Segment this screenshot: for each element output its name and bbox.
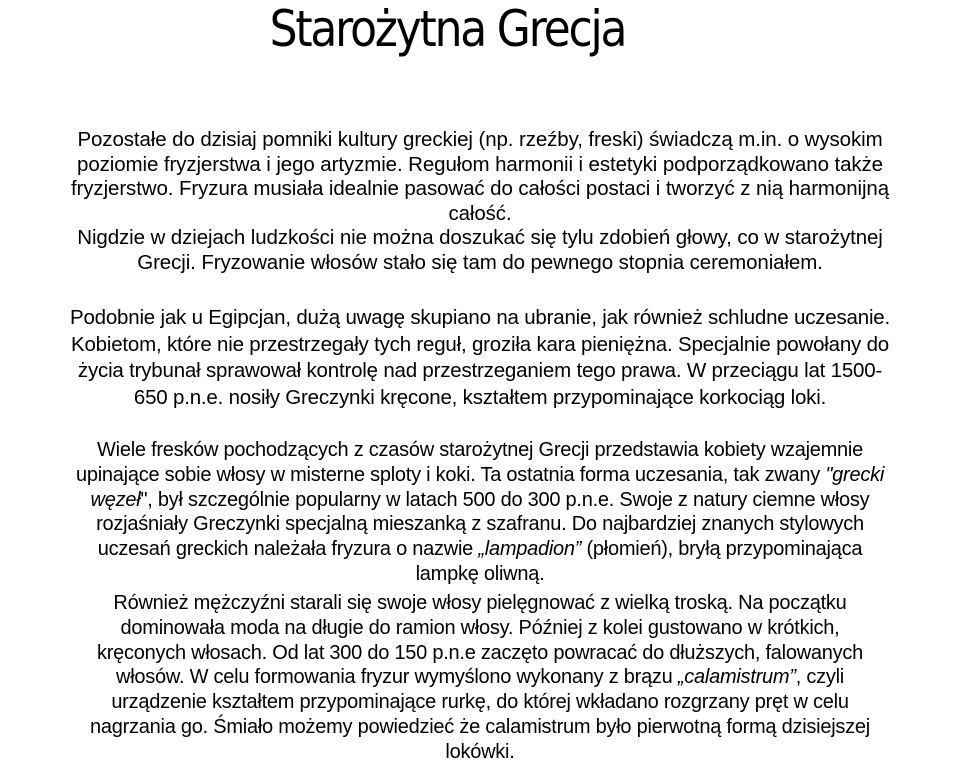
text-line: poziomie fryzjerstwa i jego artyzmie. Regułom harmonii i estetyki podporządkowano także	[77, 152, 883, 176]
text-line: fryzjerstwo. Fryzura musiała idealnie pasować do całości postaci i tworzyć z nią harmonijną	[70, 177, 890, 200]
text-line: Wiele fresków pochodzących z czasów starożytnej Grecji przedstawia kobiety wzajemnie	[97, 439, 863, 461]
text-segment: ", był szczególnie popularny w latach 500 do 300 p.n.e. Swoje z natury ciemne włosy	[140, 488, 870, 511]
text-line: kręconych włosach. Od lat 300 do 150 p.n.e zaczęto powracać do dłuższych, falowanych	[96, 641, 864, 664]
text-line: dominowała moda na długie do ramion włosy. Później z kolei gustowano w krótkich,	[120, 616, 840, 639]
text-line	[0, 537, 960, 562]
text-line: Kobietom, które nie przestrzegały tych reguł, groziła kara pieniężna. Specjalnie powołany do	[70, 332, 889, 356]
paragraph-men-hair	[0, 591, 960, 763]
italic-term: węzeł	[90, 488, 141, 511]
text-segment: włosów. W celu formowania fryzur wymyślono wykonany z brązu	[116, 666, 678, 689]
text-segment: uczesań greckich należała fryzura o nazwie	[97, 538, 479, 561]
text-line: nagrzania go. Śmiało możemy powiedzieć że calamistrum było pierwotną formą dzisiejszej	[90, 715, 870, 738]
text-line: lampkę oliwną.	[415, 562, 545, 585]
text-line: Nigdzie w dziejach ludzkości nie można doszukać się tylu zdobień głowy, co w starożytnej	[77, 226, 883, 249]
text-line	[0, 665, 960, 690]
paragraph-egypt-comparison	[0, 305, 960, 411]
text-segment: , czyli	[795, 666, 844, 689]
italic-term: "grecki	[825, 463, 885, 486]
text-line: lokówki.	[445, 740, 515, 763]
text-line: Podobnie jak u Egipcjan, dużą uwagę skupiano na ubranie, jak również schludne uczesanie.	[69, 306, 891, 329]
paragraph-frescoes	[0, 438, 960, 587]
slide-title: Starożytna Grecja	[269, 0, 626, 58]
text-line: Grecji. Fryzowanie włosów stało się tam do pewnego stopnia ceremoniałem.	[137, 250, 823, 274]
text-segment: upinające sobie włosy w misterne sploty i koki. Ta ostatnia forma uczesania, tak zwany	[75, 463, 826, 486]
text-line: urządzenie kształtem przypominające rurkę, do której wkładano rozgrzany pręt w celu	[111, 691, 849, 714]
text-line: życia trybunał sprawował kontrolę nad przestrzeganiem tego prawa. W przeciągu lat 1500-	[77, 359, 883, 382]
italic-term: „calamistrum”	[677, 666, 796, 689]
text-line: rozjaśniały Greczynki specjalną mieszanką z szafranu. Do najbardziej znanych stylowych	[96, 513, 864, 536]
text-line: Również mężczyźni starali się swoje włosy pielęgnować z wielką troską. Na początku	[113, 592, 847, 614]
text-line	[0, 488, 960, 513]
text-line: 650 p.n.e. nosiły Greczynki kręcone, kształtem przypominające korkociąg loki.	[133, 385, 827, 409]
text-segment: (płomień), bryłą przypominająca	[581, 538, 863, 561]
italic-term: „lampadion”	[478, 538, 582, 561]
text-line: całość.	[448, 201, 512, 225]
text-line	[0, 463, 960, 488]
text-line: Pozostałe do dzisiaj pomniki kultury greckiej (np. rzeźby, freski) świadczą m.in. o wysokim	[77, 128, 883, 151]
paragraph-monuments	[0, 128, 960, 275]
